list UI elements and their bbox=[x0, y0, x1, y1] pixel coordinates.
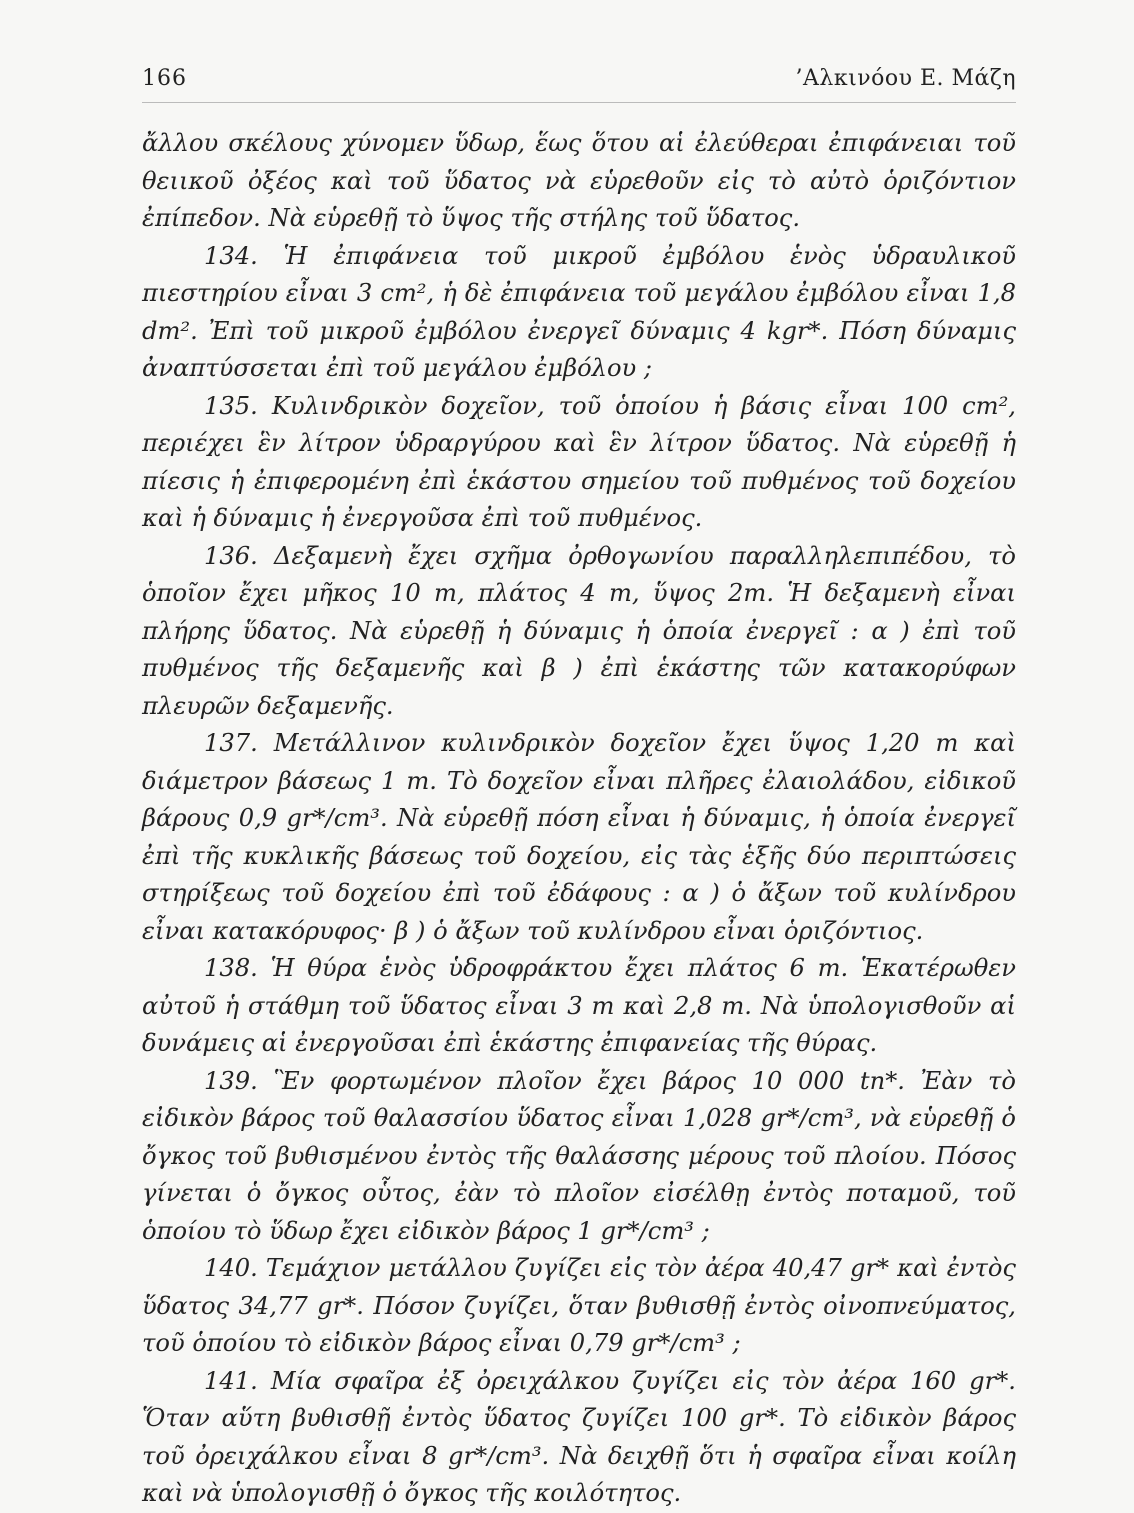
exercise-text: Ἡ ἐπιφάνεια τοῦ μικροῦ ἐμβόλου ἑνὸς ὑδραυλικοῦ πιεστηρίου εἶναι 3 cm², ἡ δὲ ἐπιφάνεια τοῦ μεγάλου ἐμβόλου εἶναι 1,8 dm². Ἐπὶ τοῦ μικροῦ ἐμβόλου ἐνεργεῖ δύναμις 4 kgr*. Πόση δύναμις ἀναπτύσσεται ἐπὶ τοῦ μεγάλου ἐμβόλου ; bbox=[142, 241, 1016, 382]
exercise-135 bbox=[142, 388, 1016, 538]
exercise-141 bbox=[142, 1363, 1016, 1513]
exercise-text: Κυλινδρικὸν δοχεῖον, τοῦ ὁποίου ἡ βάσις εἶναι 100 cm², περιέχει ἓν λίτρον ὑδραργύρου καὶ ἓν λίτρον ὕδατος. Νὰ εὑρεθῇ ἡ πίεσις ἡ ἐπιφερομένη ἐπὶ ἑκάστου σημείου τοῦ πυθμένος τοῦ δοχείου καὶ ἡ δύναμις ἡ ἐνεργοῦσα ἐπὶ τοῦ πυθμένος. bbox=[142, 391, 1016, 532]
exercise-138 bbox=[142, 950, 1016, 1063]
exercise-number: 141. bbox=[204, 1366, 258, 1395]
exercise-139 bbox=[142, 1063, 1016, 1251]
exercise-text: Ἡ θύρα ἑνὸς ὑδροφράκτου ἔχει πλάτος 6 m. Ἑκατέρωθεν αὐτοῦ ἡ στάθμη τοῦ ὕδατος εἶναι 3 m καὶ 2,8 m. Νὰ ὑπολογισθοῦν αἱ δυνάμεις αἱ ἐνεργοῦσαι ἐπὶ ἑκάστης ἐπιφανείας τῆς θύρας. bbox=[142, 954, 1016, 1057]
exercise-137 bbox=[142, 725, 1016, 950]
exercise-number: 137. bbox=[204, 729, 258, 757]
page-header bbox=[142, 62, 1016, 103]
exercise-text: Μετάλλινον κυλινδρικὸν δοχεῖον ἔχει ὕψος 1,20 m καὶ διάμετρον βάσεως 1 m. Τὸ δοχεῖον εἶναι πλῆρες ἐλαιολάδου, εἰδικοῦ βάρους 0,9 gr*/cm³. Νὰ εὑρεθῇ πόση εἶναι ἡ δύναμις, ἡ ὁποία ἐνεργεῖ ἐπὶ τῆς κυκλικῆς βάσεως τοῦ δοχείου, εἰς τὰς ἑξῆς δύο περιπτώσεις στηρίξεως τοῦ δοχείου ἐπὶ τοῦ ἐδάφους : α ) ὁ ἄξων τοῦ κυλίνδρου εἶναι κατακόρυφος· β ) ὁ ἄξων τοῦ κυλίνδρου εἶναι ὁριζόντιος. bbox=[142, 729, 1016, 945]
exercise-140 bbox=[142, 1250, 1016, 1363]
exercise-text: Τεμάχιον μετάλλου ζυγίζει εἰς τὸν ἀέρα 40,47 gr* καὶ ἐντὸς ὕδατος 34,77 gr*. Πόσον ζυγίζει, ὅταν βυθισθῇ ἐντὸς οἰνοπνεύματος, τοῦ ὁποίου τὸ εἰδικὸν βάρος εἶναι 0,79 gr*/cm³ ; bbox=[142, 1254, 1016, 1357]
exercise-text: Μία σφαῖρα ἐξ ὀρειχάλκου ζυγίζει εἰς τὸν ἀέρα 160 gr*. Ὅταν αὕτη βυθισθῇ ἐντὸς ὕδατος ζυγίζει 100 gr*. Τὸ εἰδικὸν βάρος τοῦ ὀρειχάλκου εἶναι 8 gr*/cm³. Νὰ δειχθῇ ὅτι ἡ σφαῖρα εἶναι κοίλη καὶ νὰ ὑπολογισθῇ ὁ ὄγκος τῆς κοιλότητος. bbox=[142, 1366, 1016, 1507]
exercise-134 bbox=[142, 238, 1016, 388]
page-number: 166 bbox=[142, 66, 187, 91]
exercise-136 bbox=[142, 538, 1016, 726]
exercise-number: 135. bbox=[204, 391, 258, 420]
body-text bbox=[142, 125, 1016, 1513]
exercise-number: 138. bbox=[204, 954, 258, 982]
exercise-text: Ἓν φορτωμένον πλοῖον ἔχει βάρος 10 000 tn*. Ἐὰν τὸ εἰδικὸν βάρος τοῦ θαλασσίου ὕδατος εἶναι 1,028 gr*/cm³, νὰ εὑρεθῇ ὁ ὄγκος τοῦ βυθισμένου ἐντὸς τῆς θαλάσσης μέρους τοῦ πλοίου. Πόσος γίνεται ὁ ὄγκος οὗτος, ἐὰν τὸ πλοῖον εἰσέλθῃ ἐντὸς ποταμοῦ, τοῦ ὁποίου τὸ ὕδωρ ἔχει εἰδικὸν βάρος 1 gr*/cm³ ; bbox=[142, 1066, 1016, 1245]
paragraph-continuation bbox=[142, 125, 1016, 238]
exercise-number: 139. bbox=[204, 1066, 258, 1095]
exercise-number: 136. bbox=[204, 541, 258, 570]
exercise-text: Δεξαμενὴ ἔχει σχῆμα ὀρθογωνίου παραλληλεπιπέδου, τὸ ὁποῖον ἔχει μῆκος 10 m, πλάτος 4 m, ὕψος 2m. Ἡ δεξαμενὴ εἶναι πλήρης ὕδατος. Νὰ εὑρεθῇ ἡ δύναμις ἡ ὁποία ἐνεργεῖ : α ) ἐπὶ τοῦ πυθμένος τῆς δεξαμενῆς καὶ β ) ἐπὶ ἑκάστης τῶν κατακορύφων πλευρῶν δεξαμενῆς. bbox=[142, 541, 1016, 720]
exercise-number: 134. bbox=[204, 241, 258, 270]
exercise-number: 140. bbox=[204, 1254, 258, 1282]
running-head: ’Αλκινόου Ε. Μάζη bbox=[795, 66, 1016, 91]
paragraph-text: ἄλλου σκέλους χύνομεν ὕδωρ, ἕως ὅτου αἱ ἐλεύθεραι ἐπιφάνειαι τοῦ θειικοῦ ὀξέος καὶ τοῦ ὕδατος νὰ εὑρεθοῦν εἰς τὸ αὐτὸ ὁριζόντιον ἐπίπεδον. Νὰ εὑρεθῇ τὸ ὕψος τῆς στήλης τοῦ ὕδατος. bbox=[142, 129, 1016, 232]
